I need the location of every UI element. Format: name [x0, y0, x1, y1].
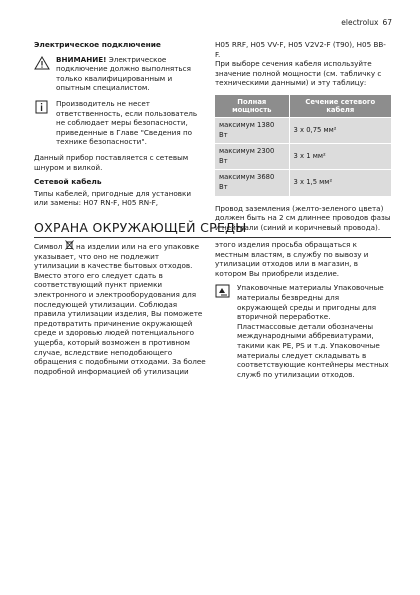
- page-number: 67: [382, 18, 392, 27]
- table-row: [215, 117, 391, 143]
- cross-section-text: При выборе сечения кабеля используйте значение полной мощности (см. табличку с техническими данными) и эту таблицу:: [215, 59, 382, 88]
- page-header: [341, 18, 392, 27]
- crossed-bin-icon: [65, 240, 74, 250]
- symbol-text-post: на изделии или на его упаковке указывает, что оно не подлежит утилизации в качестве бытовых отходов. Вместо этого его следует сдать в соответствующий пункт приемки электронного и электрооборудования для последующей утилизации. Соблюдая правила утилизации изделия, Вы поможете предотвратить причинение окружающей среде и здоровью людей потенциального ущерба, который возможен в противном случае, вследствие неподобающего обращения с подобными отходами. За более подробной информацией об утилизации: [34, 242, 206, 376]
- table-cell: 3 x 0,75 мм²: [289, 117, 391, 143]
- warning-label: ВНИМАНИЕ!: [56, 54, 107, 64]
- grounding-text: Провод заземления (желто-зеленого цвета) должен быть на 2 см длиннее проводов фазы и нейтрали (синий и коричневый провода).: [215, 203, 391, 232]
- table-header-cell: Сечение сетевого кабеля: [289, 95, 391, 118]
- right-top-column: [215, 40, 391, 232]
- table-cell: максимум 1380 Вт: [215, 117, 289, 143]
- table-header-cell: Полная мощность: [215, 95, 289, 118]
- packaging-note: [215, 283, 391, 379]
- table-cell: 3 x 1,5 мм²: [289, 170, 391, 196]
- section-title-cable: Сетевой кабель: [34, 177, 102, 187]
- section-title-electrical: Электрическое подключение: [34, 40, 161, 49]
- left-bottom-column: [34, 240, 206, 376]
- table-cell: максимум 2300 Вт: [215, 144, 289, 170]
- brand-name: electrolux: [341, 18, 379, 27]
- power-cable-table: [215, 95, 391, 196]
- symbol-text-pre: Символ: [34, 242, 63, 251]
- environment-heading: ОХРАНА ОКРУЖАЮЩЕЙ СРЕДЫ: [34, 220, 391, 238]
- table-row: [215, 144, 391, 170]
- warning-note: [34, 55, 206, 93]
- packaging-text: Упаковочные материалы Упаковочные материалы безвредны для окружающей среды и пригодны для вторичной переработке. Пластмассовые детали обозначены международными аббревиатурами, такими как PE, PS и т.д. Упаковочные материалы следует складывать в соответствующие контейнеры местных служб по утилизации отходов.: [237, 283, 389, 379]
- recycling-icon: [215, 284, 231, 298]
- warning-text-block: [56, 55, 206, 93]
- disposal-continued-text: этого изделия просьба обращаться к местным властям, в службу по вывозу и утилизации отходов или в магазин, в котором Вы приобрели изделие.: [215, 240, 369, 278]
- warning-triangle-icon: [34, 56, 50, 70]
- table-cell: максимум 3680 Вт: [215, 170, 289, 196]
- table-row: [215, 170, 391, 196]
- warning-text: Электрическое подключение должно выполняться только квалифицированным и опытным специалистом.: [56, 54, 191, 93]
- info-icon: [34, 100, 50, 114]
- right-bottom-column: [215, 240, 391, 385]
- table-header-row: [215, 95, 391, 118]
- info-note: [34, 99, 206, 147]
- cable-types-continued: H05 RRF, H05 VV-F, H05 V2V2-F (T90), H05 BB-F.: [215, 40, 386, 59]
- supply-text: Данный прибор поставляется с сетевым шнуром и вилкой.: [34, 152, 189, 172]
- table-cell: 3 x 1 мм²: [289, 144, 391, 170]
- info-text: Производитель не несет ответственность, если пользователь не соблюдает меры безопасности, приведенные в Главе "Сведения по технике безопасности".: [56, 98, 198, 147]
- cable-types-text: Типы кабелей, пригодные для установки или замены: H07 RN-F, H05 RN-F,: [34, 188, 192, 208]
- left-top-column: [34, 40, 206, 213]
